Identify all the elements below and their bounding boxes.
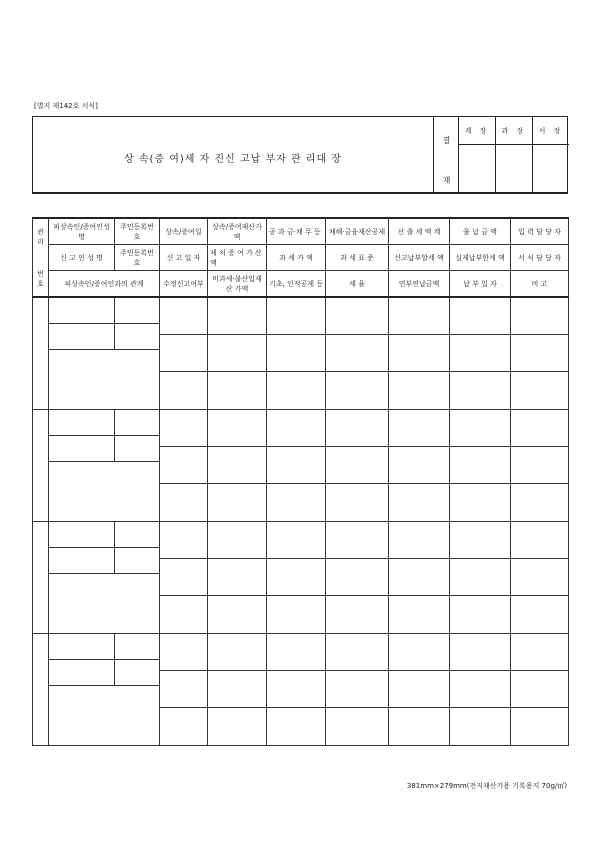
entry-data-cell[interactable]: [511, 297, 569, 334]
approval-head-chief: 계 장: [459, 117, 495, 145]
entry-decedent-name-cell[interactable]: [49, 409, 115, 435]
mgmt-no-label-a: 관리: [37, 227, 44, 246]
entry-data-cell[interactable]: [450, 371, 511, 409]
entry-decedent-name-cell[interactable]: [49, 297, 115, 323]
entry-data-cell[interactable]: [208, 707, 267, 745]
mgmt-no-header: [33, 218, 49, 297]
entry-data-cell[interactable]: [326, 371, 389, 409]
entry-data-cell[interactable]: [160, 558, 208, 595]
entry-data-cell[interactable]: [511, 334, 569, 371]
entry-filer-resident-cell[interactable]: [115, 435, 160, 461]
entry-mgmt-no-cell[interactable]: [33, 297, 49, 409]
entry-data-cell[interactable]: [450, 446, 511, 483]
entry-4-row: [33, 633, 569, 659]
entry-data-cell[interactable]: [511, 595, 569, 633]
entry-resident-no-cell[interactable]: [115, 521, 160, 547]
entry-data-cell[interactable]: [326, 595, 389, 633]
entry-data-cell[interactable]: [208, 521, 267, 558]
header-row-3: [33, 271, 569, 298]
header-inherit-date: 상속/증여일: [160, 218, 208, 245]
entry-data-cell[interactable]: [450, 670, 511, 707]
header-filer-name: 신 고 인 성 명: [49, 245, 115, 271]
header-public-charges: 공 과 금·채 무 등: [267, 218, 326, 245]
header-row-2: [33, 245, 569, 271]
header-payment-date: 납 부 일 자: [450, 271, 511, 298]
entry-data-cell[interactable]: [389, 558, 450, 595]
entry-data-cell[interactable]: [208, 409, 267, 446]
entry-data-cell[interactable]: [160, 297, 208, 334]
entry-data-cell[interactable]: [389, 409, 450, 446]
entry-data-cell[interactable]: [160, 483, 208, 521]
entry-data-cell[interactable]: [267, 670, 326, 707]
entry-data-cell[interactable]: [160, 670, 208, 707]
entry-data-cell[interactable]: [267, 707, 326, 745]
entry-3-row: [33, 521, 569, 547]
entry-resident-no-cell[interactable]: [115, 297, 160, 323]
entry-data-cell[interactable]: [326, 707, 389, 745]
entry-relationship-cell[interactable]: [49, 461, 160, 521]
approval-col-head: [532, 117, 569, 193]
approval-col-director: [495, 117, 532, 193]
entry-filer-resident-cell[interactable]: [115, 659, 160, 685]
entry-data-cell[interactable]: [267, 297, 326, 334]
entry-data-cell[interactable]: [326, 633, 389, 670]
entry-data-cell[interactable]: [389, 334, 450, 371]
entry-data-cell[interactable]: [326, 334, 389, 371]
header-deduction: 채해·금융재산공제: [326, 218, 389, 245]
entry-data-cell[interactable]: [450, 633, 511, 670]
header-taxable-value: 과 세 가 액: [267, 245, 326, 271]
entry-mgmt-no-cell[interactable]: [33, 409, 49, 521]
entry-data-cell[interactable]: [208, 558, 267, 595]
entry-data-cell[interactable]: [160, 595, 208, 633]
entry-data-cell[interactable]: [208, 371, 267, 409]
entry-data-cell[interactable]: [389, 371, 450, 409]
entry-1-row: [33, 297, 569, 323]
entry-data-cell[interactable]: [511, 558, 569, 595]
entry-relationship-cell[interactable]: [49, 349, 160, 409]
entry-filer-name-cell[interactable]: [49, 323, 115, 349]
entry-data-cell[interactable]: [208, 446, 267, 483]
entry-data-cell[interactable]: [160, 521, 208, 558]
entry-data-cell[interactable]: [450, 483, 511, 521]
entry-filer-name-cell[interactable]: [49, 659, 115, 685]
entry-data-cell[interactable]: [326, 558, 389, 595]
entry-data-cell[interactable]: [511, 670, 569, 707]
entry-filer-resident-cell[interactable]: [115, 547, 160, 573]
header-resident-no-1: 주민등록번호: [115, 218, 160, 245]
mgmt-no-label-b: 번호: [37, 269, 44, 288]
approval-label: [433, 117, 459, 193]
entry-decedent-name-cell[interactable]: [49, 633, 115, 659]
entry-data-cell[interactable]: [208, 633, 267, 670]
entry-mgmt-no-cell[interactable]: [33, 521, 49, 633]
form-number-label: [별지 제142호 서식]: [34, 102, 98, 110]
entry-data-cell[interactable]: [326, 670, 389, 707]
entry-mgmt-no-cell[interactable]: [33, 633, 49, 745]
entry-relationship-cell[interactable]: [49, 573, 160, 633]
entry-data-cell[interactable]: [450, 409, 511, 446]
entry-data-cell[interactable]: [267, 409, 326, 446]
entry-data-cell[interactable]: [160, 371, 208, 409]
entry-data-cell[interactable]: [511, 521, 569, 558]
management-ledger-table: [32, 217, 569, 746]
header-row-1: [33, 218, 569, 245]
entry-data-cell[interactable]: [389, 595, 450, 633]
entry-data-cell[interactable]: [160, 446, 208, 483]
header-installment: 연부연납금액: [389, 271, 450, 298]
approval-head-head: 서 장: [533, 117, 569, 145]
approval-label-top: 결: [442, 136, 451, 145]
entry-data-cell[interactable]: [208, 297, 267, 334]
entry-data-cell[interactable]: [511, 446, 569, 483]
header-tax-due: 신고납부할세 액: [389, 245, 450, 271]
entry-data-cell[interactable]: [389, 707, 450, 745]
entry-data-cell[interactable]: [450, 297, 511, 334]
entry-data-cell[interactable]: [267, 371, 326, 409]
entry-filer-resident-cell[interactable]: [115, 323, 160, 349]
entry-data-cell[interactable]: [267, 483, 326, 521]
entry-data-cell[interactable]: [326, 297, 389, 334]
header-property-value: 상속/증여재산가액: [208, 218, 267, 245]
entry-data-cell[interactable]: [511, 707, 569, 745]
entry-data-cell[interactable]: [389, 446, 450, 483]
entry-filer-name-cell[interactable]: [49, 435, 115, 461]
entry-data-cell[interactable]: [267, 633, 326, 670]
entry-data-cell[interactable]: [267, 446, 326, 483]
page-title: 상 속(증 여)세 자 진신 고납 부자 관 리대 장: [124, 154, 342, 165]
entry-data-cell[interactable]: [326, 483, 389, 521]
entry-relationship-cell[interactable]: [49, 685, 160, 745]
header-exempt-value: 비과세·불산입재산 가액: [208, 271, 267, 298]
entry-data-cell[interactable]: [389, 297, 450, 334]
entry-decedent-name-cell[interactable]: [49, 521, 115, 547]
entry-data-cell[interactable]: [450, 707, 511, 745]
header-relationship: 피상속인/증여인과의 관계: [49, 271, 160, 298]
entry-resident-no-cell[interactable]: [115, 409, 160, 435]
entry-data-cell[interactable]: [450, 595, 511, 633]
entry-data-cell[interactable]: [511, 409, 569, 446]
entry-data-cell[interactable]: [208, 334, 267, 371]
entry-data-cell[interactable]: [511, 483, 569, 521]
approval-head-director: 과 장: [496, 117, 532, 145]
header-remarks: 비 고: [511, 271, 569, 298]
entry-data-cell[interactable]: [389, 633, 450, 670]
entry-data-cell[interactable]: [267, 558, 326, 595]
entry-data-cell[interactable]: [208, 595, 267, 633]
entry-data-cell[interactable]: [160, 409, 208, 446]
header-inkind-amount: 물 납 금 액: [450, 218, 511, 245]
entry-data-cell[interactable]: [160, 707, 208, 745]
approval-label-bottom: 재: [442, 176, 451, 185]
entry-resident-no-cell[interactable]: [115, 633, 160, 659]
entry-data-cell[interactable]: [326, 521, 389, 558]
approval-col-chief: [458, 117, 495, 193]
entry-data-cell[interactable]: [450, 521, 511, 558]
entry-filer-name-cell[interactable]: [49, 547, 115, 573]
entry-2-row: [33, 409, 569, 435]
entry-data-cell[interactable]: [450, 334, 511, 371]
header-form-officer: 서 식 담 당 자: [511, 245, 569, 271]
entry-data-cell[interactable]: [389, 521, 450, 558]
header-filing-date: 신 고 일 자: [160, 245, 208, 271]
paper-spec-footer: 381mm×279mm(전지재산기용 기록용지 70g/㎡): [406, 782, 567, 790]
entry-data-cell[interactable]: [208, 670, 267, 707]
header-tax-rate: 세 율: [326, 271, 389, 298]
header-basic-deduction: 기초, 인적공제 등: [267, 271, 326, 298]
entry-data-cell[interactable]: [267, 334, 326, 371]
header-resident-no-2: 주민등록번호: [115, 245, 160, 271]
header-tax-paid: 실제납부한세 액: [450, 245, 511, 271]
entry-data-cell[interactable]: [267, 521, 326, 558]
header-tax-base: 과 세 표 준: [326, 245, 389, 271]
header-computed-tax: 산 출 세 액 계: [389, 218, 450, 245]
header-prior-gift: 제 처 증 여 가 산 액: [208, 245, 267, 271]
entry-data-cell[interactable]: [267, 595, 326, 633]
entry-data-cell[interactable]: [326, 409, 389, 446]
entry-data-cell[interactable]: [160, 633, 208, 670]
header-amended: 수정신고여부: [160, 271, 208, 298]
title-box: [32, 116, 568, 194]
entry-data-cell[interactable]: [208, 483, 267, 521]
entry-data-cell[interactable]: [160, 334, 208, 371]
entry-data-cell[interactable]: [389, 670, 450, 707]
entry-data-cell[interactable]: [326, 446, 389, 483]
entry-data-cell[interactable]: [511, 633, 569, 670]
entry-data-cell[interactable]: [389, 483, 450, 521]
entry-data-cell[interactable]: [511, 371, 569, 409]
header-input-officer: 입 력 담 당 자: [511, 218, 569, 245]
entry-data-cell[interactable]: [450, 558, 511, 595]
header-decedent-name: 피상속인/증여인성명: [49, 218, 115, 245]
